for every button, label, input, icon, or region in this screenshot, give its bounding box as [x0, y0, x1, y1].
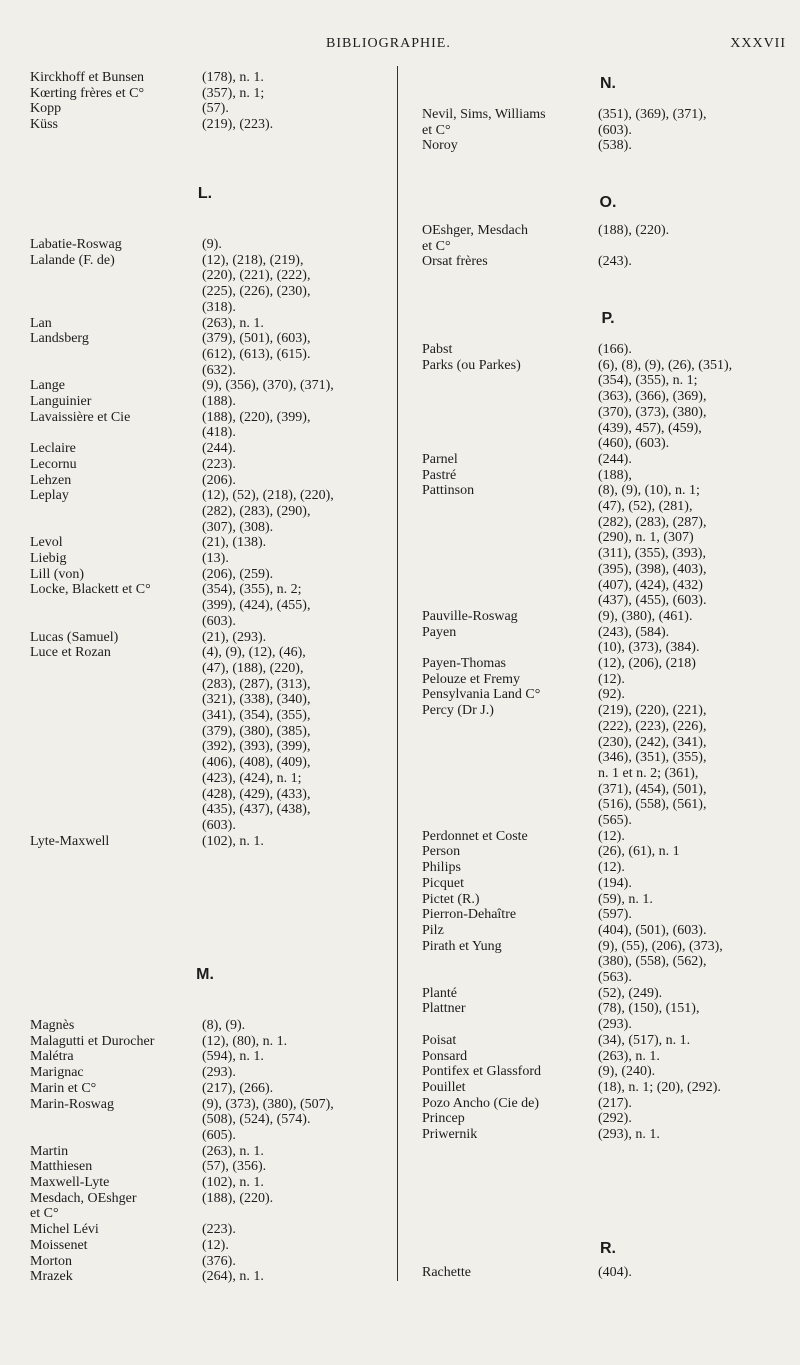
index-entry [30, 645, 380, 833]
index-entry [30, 441, 380, 457]
entry-references: (206), (259). [202, 566, 274, 582]
index-entry [30, 1144, 380, 1160]
index-entry [422, 223, 794, 254]
entry-references: (57). [202, 101, 229, 117]
index-entry [30, 582, 380, 629]
entry-name: Lan [30, 315, 52, 331]
index-entry [422, 138, 794, 154]
entry-references: (404), (501), (603). [598, 922, 707, 938]
entry-references: (12), (218), (219), (220), (221), (222), (225), (226), (230), (318). [202, 252, 311, 315]
index-entry [422, 1111, 794, 1127]
entry-references: (26), (61), n. 1 [598, 844, 680, 860]
section-letter: N. [600, 75, 616, 92]
index-entry [422, 892, 794, 908]
entry-references: (293), n. 1. [598, 1127, 660, 1142]
index-entry [422, 939, 794, 986]
entry-name: Lavaissière et Cie [30, 409, 131, 425]
section-letter: P. [601, 310, 615, 327]
index-entry [30, 1191, 380, 1222]
entry-references: (166). [598, 342, 632, 357]
index-entry [30, 86, 380, 102]
entry-references: (293). [202, 1065, 236, 1081]
entry-name: Lyte-Maxwell [30, 833, 110, 849]
entry-name: Planté [422, 985, 457, 1001]
entry-references: (9), (356), (370), (371), [202, 378, 334, 394]
entry-name: Martin [30, 1143, 69, 1159]
entry-name: Pilz [422, 922, 444, 938]
index-entry [30, 394, 380, 410]
entry-references: (102), n. 1. [202, 833, 264, 849]
entry-name: Kœrting frères et C° [30, 85, 145, 101]
entry-references: (12), (206), (218) [598, 656, 696, 671]
entry-references: (357), n. 1; [202, 85, 265, 101]
index-entry [422, 1064, 794, 1080]
index-entry [30, 1065, 380, 1081]
entry-name: Marin-Roswag [30, 1096, 114, 1112]
index-entry [422, 844, 794, 860]
entry-name: Ponsard [422, 1048, 468, 1064]
index-entry [30, 567, 380, 583]
entry-name: Küss [30, 117, 59, 133]
entry-references: (594), n. 1. [202, 1049, 264, 1065]
entry-references: (57), (356). [202, 1159, 267, 1175]
entry-name: Pictet (R.) [422, 891, 480, 907]
index-entry [30, 457, 380, 473]
entry-name: Pattinson [422, 483, 475, 499]
entry-name: Princep [422, 1111, 465, 1127]
index-entry [422, 986, 794, 1002]
index-entry [422, 876, 794, 892]
section-letter: R. [600, 1240, 616, 1257]
entry-references: (12), (52), (218), (220), (282), (283), (290), (307), (308). [202, 488, 334, 535]
index-entry [422, 703, 794, 829]
entry-references: (376). [202, 1253, 236, 1269]
entry-name: Leclaire [30, 441, 76, 457]
index-entry [422, 609, 794, 625]
entry-name: Lecornu [30, 456, 77, 472]
index-entry [422, 107, 794, 138]
entry-name: Lucas (Samuel) [30, 629, 119, 645]
entry-references: (178), n. 1. [202, 70, 264, 85]
entry-references: (206). [202, 472, 236, 488]
entry-name: Pierron-Dehaître [422, 907, 517, 923]
entry-name: Pouillet [422, 1079, 466, 1095]
entry-references: (194). [598, 875, 632, 891]
entry-references: (9), (240). [598, 1064, 656, 1080]
index-entry [30, 1034, 380, 1050]
entry-references: (21), (293). [202, 629, 267, 645]
index-entry [422, 254, 794, 270]
entry-name: Payen-Thomas [422, 656, 506, 671]
index-entry [30, 1254, 380, 1270]
entry-references: (92). [598, 687, 625, 703]
entry-references: (379), (501), (603), (612), (613), (615). (632). [202, 331, 311, 378]
entry-references: (78), (150), (151), (293). [598, 1001, 700, 1033]
entry-references: (34), (517), n. 1. [598, 1032, 691, 1048]
entry-name: Pastré [422, 467, 457, 483]
entry-name: Parks (ou Parkes) [422, 357, 521, 373]
entry-name: Pontifex et Glassford [422, 1064, 541, 1080]
entry-references: (12). [598, 860, 625, 876]
entry-name: Leplay [30, 488, 69, 504]
entry-name: Pauville-Roswag [422, 608, 518, 624]
entry-references: (12). [202, 1237, 229, 1253]
entry-references: (223). [202, 1222, 236, 1238]
entry-references: (9). [202, 237, 222, 252]
running-header [0, 36, 800, 56]
entry-references: (188), (220). [598, 223, 670, 238]
index-entry [30, 1097, 380, 1144]
entry-name: Parnel [422, 451, 458, 467]
column-divider [397, 66, 398, 1281]
entry-references: (538). [598, 138, 632, 154]
entry-references: (9), (55), (206), (373), (380), (558), (562), (563). [598, 938, 723, 985]
entry-references: (4), (9), (12), (46), (47), (188), (220), (283), (287), (313), (321), (338), (340), (341), (354), (355), (379), (380), (385), (392), (393), (399), (406), (408), (409), (423), (424), n. 1; (428), (429), (433), (435), (437), (438), (603). [202, 645, 311, 833]
entry-name: Person [422, 844, 461, 860]
entry-references: (243), (584). (10), (373), (384). [598, 624, 700, 656]
entry-name: Lill (von) [30, 566, 85, 582]
entry-name: Philips [422, 860, 461, 876]
entry-name: Pensylvania Land C° [422, 687, 541, 703]
entry-name: Maxwell-Lyte [30, 1175, 110, 1190]
entry-references: (188), [598, 467, 632, 483]
entry-references: (244). [598, 451, 632, 467]
entry-references: (404). [598, 1265, 632, 1280]
entry-references: (59), n. 1. [598, 891, 653, 907]
entry-references: (292). [598, 1111, 632, 1127]
entry-references: (354), (355), n. 2; (399), (424), (455), (603). [202, 582, 311, 629]
index-entry [30, 488, 380, 535]
index-entry [422, 1033, 794, 1049]
entry-name: Poisat [422, 1032, 457, 1048]
index-entry [422, 358, 794, 452]
entry-name: Pozo Ancho (Cie de) [422, 1095, 540, 1111]
entry-references: (188), (220), (399), (418). [202, 409, 311, 441]
index-entry [30, 378, 380, 394]
entry-references: (12). [598, 671, 625, 687]
index-entry [30, 630, 380, 646]
entry-references: (52), (249). [598, 985, 663, 1001]
entry-references: (351), (369), (371), (603). [598, 107, 707, 138]
entry-name: Magnès [30, 1018, 75, 1033]
entry-name: Plattner [422, 1001, 466, 1017]
entry-name: Pelouze et Fremy [422, 671, 520, 687]
entry-references: (263), n. 1. [598, 1048, 660, 1064]
index-entry [30, 1238, 380, 1254]
index-entry [30, 70, 380, 86]
entry-name: Pabst [422, 342, 453, 357]
index-entry [30, 117, 380, 133]
entry-name: Languinier [30, 394, 92, 409]
entry-references: (219), (223). [202, 117, 274, 133]
entry-references: (9), (373), (380), (507), (508), (524), (574). (605). [202, 1096, 334, 1143]
entry-name: Michel Lévi [30, 1222, 99, 1238]
section-letter: L. [197, 185, 213, 202]
entry-name: Lehzen [30, 472, 72, 488]
entry-name: Kirckhoff et Bunsen [30, 70, 145, 85]
entry-name: Matthiesen [30, 1159, 93, 1175]
entry-references: (597). [598, 907, 632, 923]
index-entry [422, 452, 794, 468]
index-entry [30, 1175, 380, 1191]
entry-name: Liebig [30, 551, 67, 566]
entry-name: Lange [30, 378, 65, 394]
entry-name: Landsberg [30, 331, 89, 347]
index-entry [30, 1159, 380, 1175]
index-entry [30, 253, 380, 316]
entry-references: (12). [598, 828, 625, 844]
entry-name: Mrazek [30, 1269, 73, 1285]
index-entry [422, 1049, 794, 1065]
index-entry [422, 1127, 794, 1143]
entry-references: (263), n. 1. [202, 1143, 264, 1159]
entry-name: Malétra [30, 1049, 74, 1065]
entry-references: (188), (220). [202, 1190, 274, 1206]
entry-name: Perdonnet et Coste [422, 828, 528, 844]
index-entry [422, 860, 794, 876]
entry-name: Noroy [422, 138, 458, 154]
index-entry [30, 331, 380, 378]
index-entry [422, 687, 794, 703]
index-entry [422, 342, 794, 358]
index-entry [422, 923, 794, 939]
page-number: XXXVII [730, 36, 786, 51]
entry-references: (21), (138). [202, 535, 267, 551]
entry-name: Nevil, Sims, Williams et C° [422, 107, 546, 138]
entry-name: Marin et C° [30, 1080, 97, 1096]
index-entry [30, 1081, 380, 1097]
index-entry [422, 625, 794, 656]
entry-references: (188). [202, 394, 236, 409]
index-entry [30, 834, 380, 850]
entry-references: (243). [598, 254, 632, 270]
entry-name: Percy (Dr J.) [422, 703, 494, 719]
entry-references: (8), (9). [202, 1018, 246, 1033]
index-entry [422, 483, 794, 609]
index-entry [422, 829, 794, 845]
entry-references: (12), (80), n. 1. [202, 1033, 288, 1049]
entry-name: Levol [30, 535, 63, 551]
entry-references: (264), n. 1. [202, 1269, 264, 1285]
index-entry [30, 1222, 380, 1238]
index-entry [30, 551, 380, 567]
index-entry [30, 473, 380, 489]
entry-references: (217), (266). [202, 1080, 274, 1096]
entry-references: (102), n. 1. [202, 1175, 264, 1190]
entry-name: Orsat frères [422, 254, 488, 270]
entry-references: (223). [202, 456, 236, 472]
entry-name: Payen [422, 624, 457, 640]
entry-name: Marignac [30, 1065, 84, 1081]
index-entry [422, 468, 794, 484]
index-entry [30, 1269, 380, 1285]
index-entry [30, 101, 380, 117]
entry-name: Labatie-Roswag [30, 237, 122, 252]
entry-name: Rachette [422, 1265, 471, 1280]
entry-name: OEshger, Mesdach et C° [422, 223, 528, 254]
index-entry [30, 535, 380, 551]
entry-references: (13). [202, 551, 229, 566]
entry-references: (18), n. 1; (20), (292). [598, 1079, 721, 1095]
entry-name: Pirath et Yung [422, 938, 502, 954]
index-entry [422, 1080, 794, 1096]
index-entry [30, 1018, 380, 1034]
index-entry [30, 316, 380, 332]
entry-references: (263), n. 1. [202, 315, 264, 331]
entry-name: Luce et Rozan [30, 645, 111, 661]
entry-name: Moissenet [30, 1237, 88, 1253]
entry-references: (9), (380), (461). [598, 608, 693, 624]
index-entry [30, 237, 380, 253]
entry-name: Priwernik [422, 1127, 478, 1142]
entry-name: Picquet [422, 875, 464, 891]
entry-name: Mesdach, OEshger et C° [30, 1190, 137, 1222]
index-entry [422, 672, 794, 688]
entry-name: Kopp [30, 101, 62, 117]
index-entry [422, 656, 794, 672]
entry-references: (8), (9), (10), n. 1; (47), (52), (281), (282), (283), (287), (290), n. 1, (307) (311), (355), (393), (395), (398), (403), (407), (424), (432) (437), (455), (603). [598, 483, 707, 609]
entry-name: Lalande (F. de) [30, 252, 115, 268]
index-entry [422, 1096, 794, 1112]
entry-references: (217). [598, 1095, 632, 1111]
index-entry [422, 1265, 794, 1281]
entry-references: (219), (220), (221), (222), (223), (226), (230), (242), (341), (346), (351), (355), n. 1 et n. 2; (361), (371), (454), (501), (516), (558), (561), (565). [598, 703, 707, 829]
section-letter: M. [196, 966, 214, 983]
index-entry [30, 1049, 380, 1065]
entry-references: (244). [202, 441, 236, 457]
index-entry [30, 410, 380, 441]
entry-name: Malagutti et Durocher [30, 1033, 155, 1049]
entry-name: Locke, Blackett et C° [30, 582, 151, 598]
entry-name: Morton [30, 1253, 72, 1269]
header-title: BIBLIOGRAPHIE. [326, 36, 451, 51]
index-entry [422, 1001, 794, 1032]
section-letter: O. [599, 194, 617, 211]
index-entry [422, 907, 794, 923]
entry-references: (6), (8), (9), (26), (351), (354), (355), n. 1; (363), (366), (369), (370), (373), (380), (439), 457), (459), (460), (603). [598, 357, 733, 452]
